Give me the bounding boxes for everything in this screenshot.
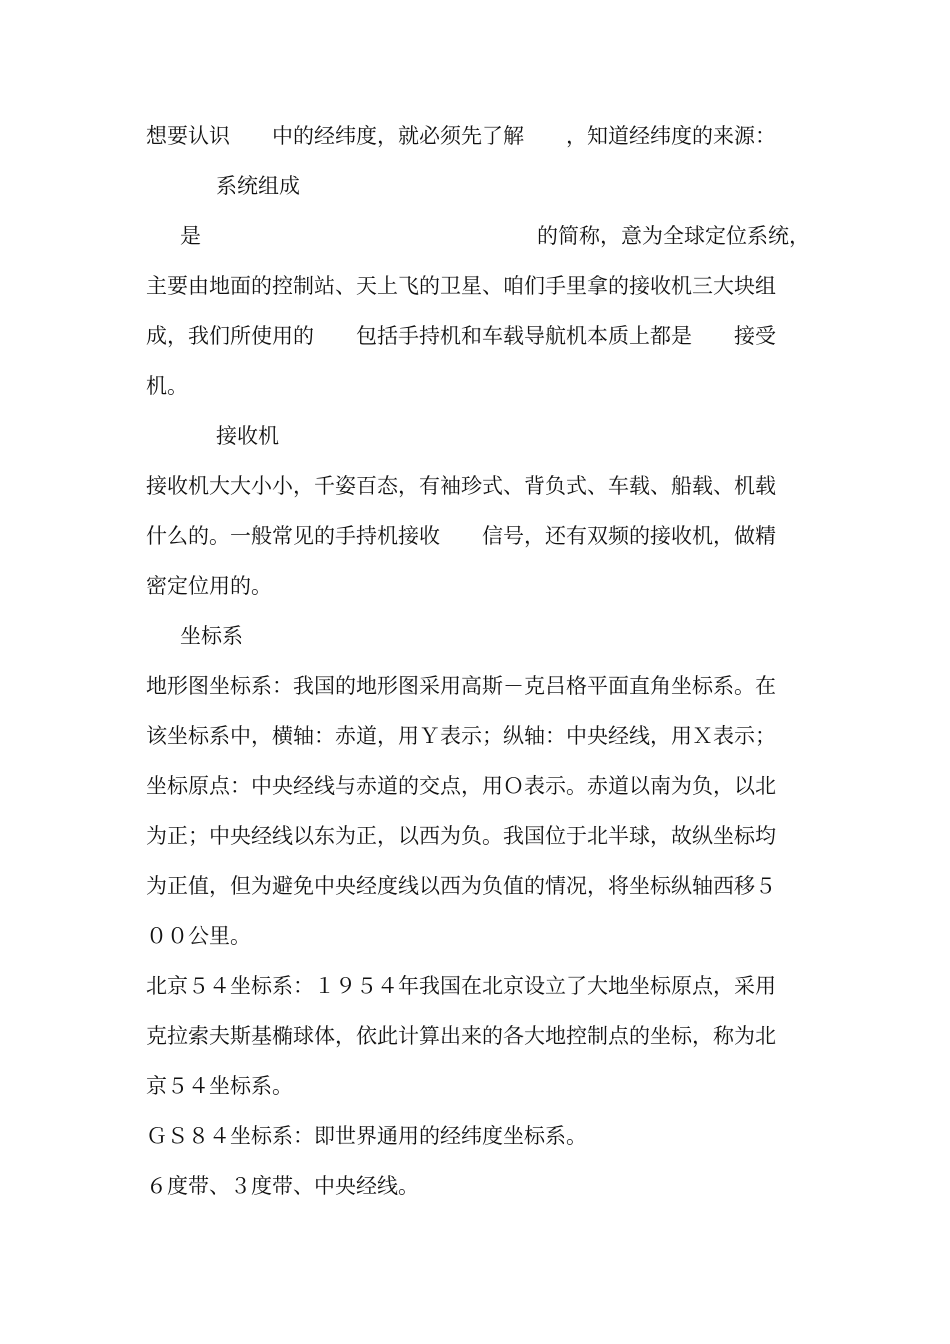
paragraph-line: 坐标原点：中央经线与赤道的交点，用Ｏ表示。赤道以南为负，以北 bbox=[146, 774, 776, 798]
paragraph-line: 主要由地面的控制站、天上飞的卫星、咱们手里拿的接收机三大块组 bbox=[146, 274, 776, 298]
paragraph-line: ６度带、３度带、中央经线。 bbox=[146, 1174, 419, 1198]
paragraph-line: 成，我们所使用的 包括手持机和车载导航机本质上都是 接受 bbox=[146, 324, 776, 348]
paragraph-line: 北京５４坐标系：１９５４年我国在北京设立了大地坐标原点，采用 bbox=[146, 974, 776, 998]
paragraph-line: 京５４坐标系。 bbox=[146, 1074, 293, 1098]
section-heading-system: 系统组成 bbox=[216, 174, 300, 198]
paragraph-line: 为正值，但为避免中央经度线以西为负值的情况，将坐标纵轴西移５ bbox=[146, 874, 776, 898]
paragraph-line: 为正；中央经线以东为正，以西为负。我国位于北半球，故纵坐标均 bbox=[146, 824, 776, 848]
paragraph-line: 该坐标系中，横轴：赤道，用Ｙ表示；纵轴：中央经线，用Ｘ表示； bbox=[146, 724, 776, 748]
paragraph-line: 什么的。一般常见的手持机接收 信号，还有双频的接收机，做精 bbox=[146, 524, 776, 548]
paragraph-line: 机。 bbox=[146, 374, 188, 398]
section-heading-receiver: 接收机 bbox=[216, 424, 279, 448]
section-heading-coordinates: 坐标系 bbox=[180, 624, 243, 648]
paragraph-line: ００公里。 bbox=[146, 924, 251, 948]
paragraph-line: ＧＳ８４坐标系：即世界通用的经纬度坐标系。 bbox=[146, 1124, 587, 1148]
paragraph-line: 地形图坐标系：我国的地形图采用高斯－克吕格平面直角坐标系。在 bbox=[146, 674, 776, 698]
paragraph-line: 密定位用的。 bbox=[146, 574, 272, 598]
paragraph-line: 克拉索夫斯基椭球体，依此计算出来的各大地控制点的坐标，称为北 bbox=[146, 1024, 776, 1048]
paragraph-line: 是 的简称，意为全球定位系统， bbox=[180, 224, 810, 248]
intro-line: 想要认识 中的经纬度，就必须先了解 ，知道经纬度的来源： bbox=[146, 124, 776, 148]
paragraph-line: 接收机大大小小，千姿百态，有袖珍式、背负式、车载、船载、机载 bbox=[146, 474, 776, 498]
